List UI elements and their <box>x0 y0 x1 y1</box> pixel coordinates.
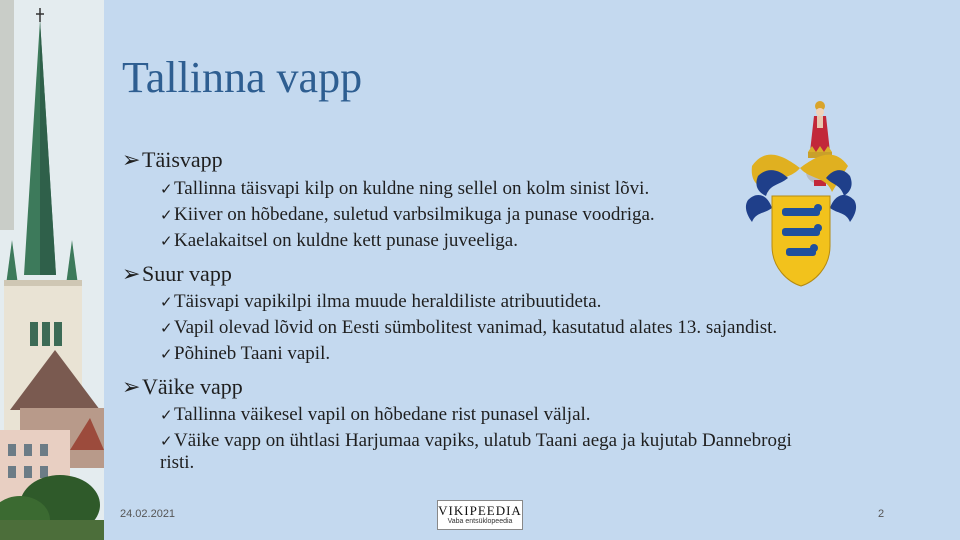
list-item: ✓Tallinna täisvapi kilp on kuldne ning sellel on kolm sinist lõvi. <box>160 178 650 199</box>
slide-title: Tallinna vapp <box>122 53 363 102</box>
list-item: ✓Põhineb Taani vapil. <box>160 343 331 364</box>
section-heading-taisvapp: ➢Täisvapp <box>122 147 223 172</box>
check-bullet-icon: ✓ <box>160 232 173 250</box>
logo-subtext: Vaba entsüklopeedia <box>447 518 513 525</box>
check-bullet-icon: ✓ <box>160 293 173 311</box>
logo-text: VIKIPEEDIA <box>438 503 522 518</box>
coat-of-arms-image <box>744 96 858 288</box>
check-bullet-icon: ✓ <box>160 345 173 363</box>
check-bullet-icon: ✓ <box>160 180 173 198</box>
list-item: ✓Kiiver on hõbedane, suletud varbsilmikuga ja punase voodriga. <box>160 204 655 225</box>
check-bullet-icon: ✓ <box>160 206 173 224</box>
section-heading-vaike-vapp: ➢Väike vapp <box>122 374 243 399</box>
list-item: ✓Tallinna väikesel vapil on hõbedane rist punasel väljal. <box>160 404 591 425</box>
arrow-bullet-icon: ➢ <box>122 374 141 399</box>
page-number: 2 <box>878 508 885 520</box>
church-tower-photo <box>0 0 104 540</box>
list-item: ✓Kaelakaitsel on kuldne kett punase juveeliga. <box>160 230 518 251</box>
wikipedia-logo <box>437 500 523 530</box>
church-tower-illustration <box>0 0 104 540</box>
list-item: ✓Täisvapi vapikilpi ilma muude heraldiliste atribuutideta. <box>160 291 602 312</box>
check-bullet-icon: ✓ <box>160 406 173 424</box>
arrow-bullet-icon: ➢ <box>122 261 141 286</box>
list-item: ✓Vapil olevad lõvid on Eesti sümbolitest vanimad, kasutatud alates 13. sajandist. <box>160 317 778 338</box>
footer-date: 24.02.2021 <box>120 508 176 520</box>
arrow-bullet-icon: ➢ <box>122 147 141 172</box>
check-bullet-icon: ✓ <box>160 319 173 337</box>
list-item: ✓Väike vapp on ühtlasi Harjumaa vapiks, ulatub Taani aega ja kujutab Dannebrogi risti. <box>160 430 792 473</box>
check-bullet-icon: ✓ <box>160 432 173 450</box>
section-heading-suur-vapp: ➢Suur vapp <box>122 261 232 286</box>
